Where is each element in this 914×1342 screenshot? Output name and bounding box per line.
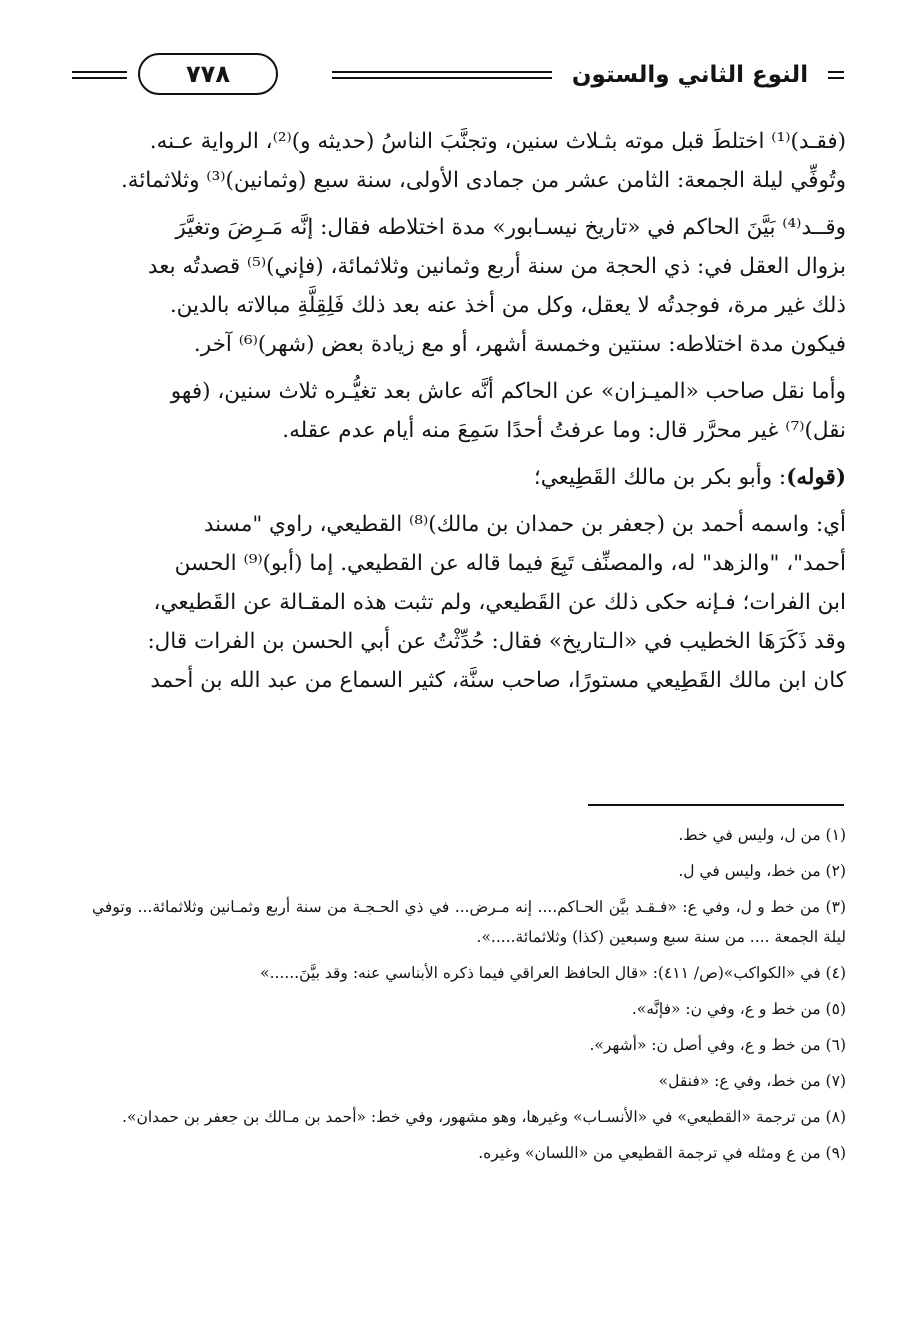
footnote: (٩) من ع ومثله في ترجمة القطيعي من «اللسان» وغيره. — [478, 1144, 846, 1162]
footnote: (٥) من خط و ع، وفي ن: «فإنَّه». — [631, 1000, 846, 1018]
quote-text: : وأبو بكر بن مالك القَطِيعي؛ — [533, 465, 787, 490]
text-line: ذلك غير مرة، فوجدتُه لا يعقل، وكل من أخذ عنه بعد ذلك فَلِقِلَّةِ مبالاته بالدين. — [169, 293, 846, 318]
footnote-separator — [588, 804, 844, 806]
chapter-title: النوع الثاني والستون — [571, 62, 809, 88]
footnote: (٣) من خط و ل، وفي ع: «فـقـد بيَّن الحـاكم.... إنه مـرض... في ذي الحـجـة من سنة أربع وثمـانين وثلاثمائة... وتوفي ليلة الجمعة .... من سنة سبع وسبعين (كذا) وثلاثمائة.....». — [92, 898, 846, 946]
main-text — [92, 122, 846, 708]
text-line: وأما نقل صاحب «الميـزان» عن الحاكم أنَّه عاش بعد تغيُّـره ثلاث سنين، (فهو — [170, 379, 846, 404]
paragraph — [92, 122, 846, 200]
text-line: (فقـد)⁽¹⁾ اختلطَ قبل موته بثـلاث سنين، وتجنَّبَ الناسُ (حديثه و)⁽²⁾، الرواية عـنه. — [149, 129, 846, 154]
page-header — [72, 52, 844, 102]
footnote: (٤) في «الكواكب»(ص/ ٤١١): «قال الحافظ العراقي فيما ذكره الأبناسي عنه: وقد بيَّنَ......» — [260, 964, 846, 982]
header-rule-right — [828, 71, 844, 79]
footnote: (٧) من خط، وفي ع: «فنقل» — [658, 1072, 846, 1090]
text-line: كان ابن مالك القَطِيعي مستورًا، صاحب سنَّة، كثير السماع من عبد الله بن أحمد — [150, 668, 846, 693]
text-line: فيكون مدة اختلاطه: سنتين وخمسة أشهر، أو مع زيادة بعض (شهر)⁽⁶⁾ آخر. — [193, 332, 846, 357]
commentary-heading — [92, 458, 846, 497]
text-line: وقد ذَكَرَهَا الخطيب في «الـتاريخ» فقال: حُدِّثْتُ عن أبي الحسن بن الفرات قال: — [147, 629, 846, 654]
paragraph — [92, 505, 846, 700]
text-line: أي: واسمه أحمد بن (جعفر بن حمدان بن مالك)⁽⁸⁾ القطيعي، راوي "مسند — [203, 512, 846, 537]
paragraph — [92, 372, 846, 450]
header-rule-left — [72, 71, 127, 79]
text-line: ابن الفرات؛ فـإنه حكى ذلك عن القَطيعي، ولم تثبت هذه المقـالة عن القَطيعي، — [153, 590, 846, 615]
footnote: (١) من ل، وليس في خط. — [678, 826, 846, 844]
text-line: بزوال العقل في: ذي الحجة من سنة أربع وثمانين وثلاثمائة، (فإني)⁽⁵⁾ قصدتُه بعد — [147, 254, 846, 279]
text-line: وقــد⁽⁴⁾ بَيَّنَ الحاكم في «تاريخ نيسـابور» مدة اختلاطه فقال: إنَّه مَـرِضَ وتغيَّرَ — [175, 215, 846, 240]
text-line: أحمد"، "والزهد" له، والمصنِّف تَبِعَ فيما قاله عن القطيعي. إما (أبو)⁽⁹⁾ الحسن — [174, 551, 846, 576]
header-rule-middle — [332, 71, 552, 79]
quote-label: (قوله) — [786, 465, 846, 490]
page-number: ٧٧٨ — [138, 53, 278, 95]
paragraph — [92, 208, 846, 364]
text-line: نقل)⁽⁷⁾ غير محرَّر قال: وما عرفتُ أحدًا سَمِعَ منه أيام عدم عقله. — [282, 418, 846, 443]
footnote: (٢) من خط، وليس في ل. — [678, 862, 846, 880]
footnote: (٨) من ترجمة «القطيعي» في «الأنسـاب» وغيرها، وهو مشهور، وفي خط: «أحمد بن مـالك بن جعفر بن حمدان». — [122, 1108, 846, 1126]
text-line — [92, 458, 846, 497]
text-line: وتُوفِّي ليلة الجمعة: الثامن عشر من جمادى الأولى، سنة سبع (وثمانين)⁽³⁾ وثلاثمائة. — [120, 168, 846, 193]
footnotes — [92, 820, 846, 1174]
footnote: (٦) من خط و ع، وفي أصل ن: «أشهر». — [589, 1036, 846, 1054]
